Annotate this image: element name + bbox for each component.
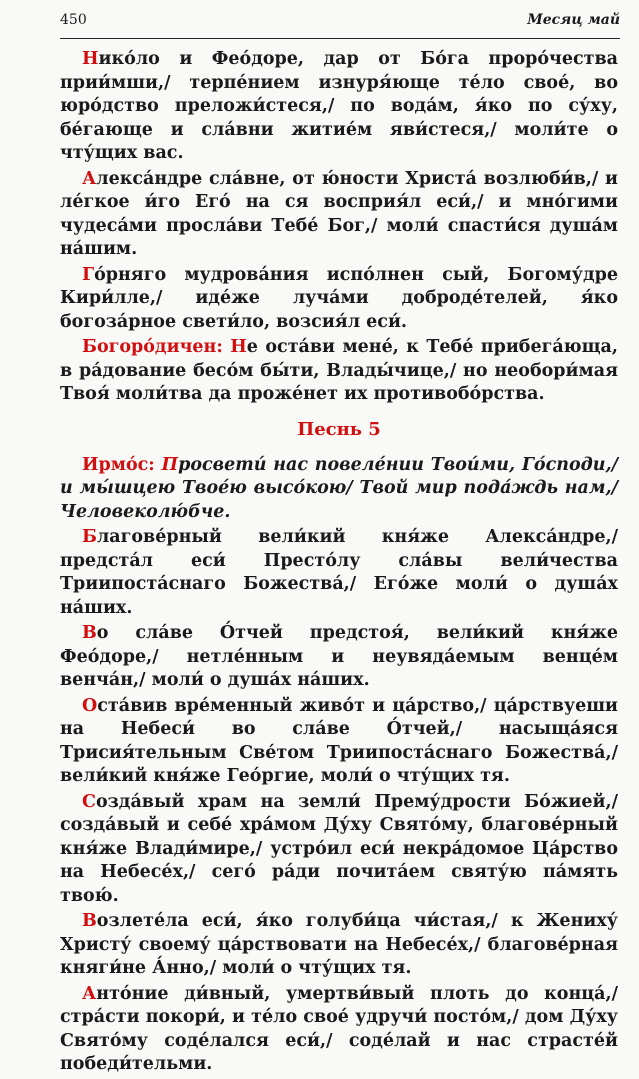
red-initial: А <box>82 983 97 1004</box>
theotokion <box>60 336 618 407</box>
red-initial: О <box>82 695 98 716</box>
troparion <box>60 264 618 335</box>
troparion <box>60 622 618 693</box>
troparion-text: нто́ние ди́вный, умертви́вый плоть до конца́,/ стра́сти покори́, и те́ло свое́ удручи́ посто́м,/ дом Ду́ху Свято́му соде́лался еси́,/ соде́лай и нас страсте́й победи́тельми. <box>60 983 618 1074</box>
red-initial: Г <box>82 264 95 285</box>
running-title: Месяц май <box>527 12 620 28</box>
red-initial: Н <box>82 49 99 69</box>
troparion <box>60 983 618 1077</box>
troparion <box>60 695 618 789</box>
red-initial: Б <box>82 527 97 547</box>
troparion <box>60 791 618 909</box>
page-header <box>60 12 620 34</box>
troparion <box>60 526 618 620</box>
theotokion-label: Богоро́дичен: <box>82 337 223 357</box>
irmos-text: росвети́ нас повеле́нии Твои́ми, Го́споди,/ и мы́шцею Твое́ю высо́кою/ Твой мир пода́ждь нам,/ Человеколю́бче. <box>60 454 618 522</box>
red-initial: А <box>82 168 97 189</box>
troparion <box>60 168 618 262</box>
red-initial: П <box>161 454 179 475</box>
header-rule <box>60 38 620 39</box>
red-initial: В <box>82 911 97 931</box>
red-initial: С <box>82 791 96 812</box>
page-body <box>60 48 618 1079</box>
troparion <box>60 48 618 166</box>
troparion-text: озлете́ла еси́, я́ко голуби́ца чи́стая,/ к Жениху́ Христу́ своему́ ца́рствовати на Небесе́х,/ благове́рная княги́не А́нно,/ моли́ о чту́щих тя. <box>60 911 618 978</box>
red-initial: Н <box>230 337 247 357</box>
red-initial: В <box>82 623 97 643</box>
troparion-text: о сла́ве О́тчей предстоя́, вели́кий кня́же Фео́доре,/ нетле́нным и неувяда́емым венце́м венча́н,/ моли́ о душа́х на́ших. <box>60 623 618 690</box>
troparion <box>60 910 618 981</box>
page-number: 450 <box>60 12 87 28</box>
troparion-text: ста́вив вре́менный живо́т и ца́рство,/ ца́рствуеши на Небеси́ во сла́ве О́тчей,/ насыща́яся Трисия́тельным Све́том Триипоста́снаго Божества́,/ вели́кий кня́же Гео́ргие, моли́ о чту́щих тя. <box>60 695 618 786</box>
troparion-text: лекса́ндре сла́вне, от ю́ности Христа́ возлюби́в,/ и ле́гкое и́го Его́ на ся восприя́л еси́,/ и мно́гими чудеса́ми просла́ви Тебе́ Бог,/ моли́ спасти́ся душа́м на́шим. <box>60 168 618 259</box>
ode-heading: Песнь 5 <box>297 418 381 440</box>
troparion-text: ико́ло и Фео́доре, дар от Бо́га проро́чества прии́мши,/ терпе́нием изнуря́юще те́ло свое́, во юро́дство преложи́стеся,/ по вода́м, я́ко по су́ху, бе́гающе и сла́вни житие́м яви́стеся,/ моли́те о чту́щих вас. <box>60 49 618 163</box>
troparion-text: о́рняго мудрова́ния испо́лнен сый, Богому́дре Кири́лле,/ иде́же луча́ми доброде́телей, я́ко богоза́рное свети́ло, возсия́л еси́. <box>60 264 618 332</box>
troparion-text: озда́вый храм на земли́ Прему́дрости Бо́жией,/ созда́вый и себе́ хра́мом Ду́ху Свято́му, благове́рный кня́же Влади́мире,/ устро́ил еси́ некра́домое Ца́рство на Небесе́х,/ сего́ ра́ди почита́ем святу́ю па́мять твою́. <box>60 791 618 906</box>
theotokion-text: е оста́ви мене́, к Тебе́ прибега́юща, в ра́дование бесо́м бы́ти, Влады́чице,/ но необори́мая Твоя́ моли́тва да проже́нет их противобо́рства. <box>60 337 618 404</box>
troparion-text: лагове́рный вели́кий кня́же Алекса́ндре,/ предста́л еси́ Престо́лу сла́вы вели́чества Триипоста́снаго Божества́,/ Его́же моли́ о душа́х на́ших. <box>60 527 618 618</box>
irmos <box>60 454 618 525</box>
irmos-label: Ирмо́с: <box>82 454 155 475</box>
